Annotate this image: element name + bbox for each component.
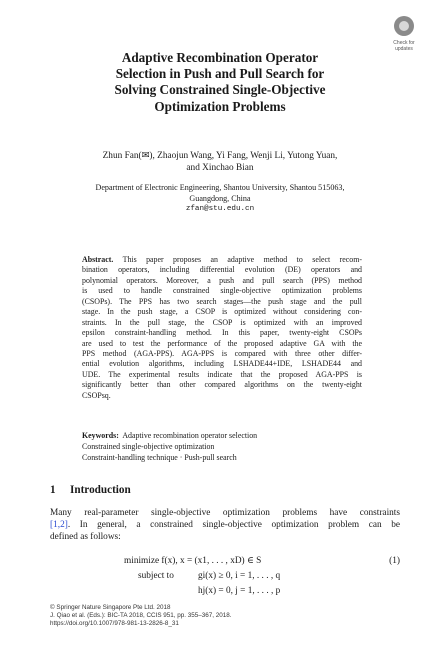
section-number: 1 (50, 484, 56, 496)
title-line: Adaptive Recombination Operator (121, 50, 319, 65)
equation-row-1: minimize f(x), x = (x1, . . . , xD) ∈ S (124, 556, 262, 566)
citation-link[interactable]: [1,2] (50, 520, 68, 531)
abstract-line: CSOPsq. (82, 390, 111, 400)
intro-paragraph (50, 507, 400, 543)
affiliation-line-1: Department of Electronic Engineering, Shantou University, Shantou 515063, (95, 183, 345, 192)
equation-row-2: gi(x) ≥ 0, i = 1, . . . , q (198, 571, 281, 581)
equation-number: (1) (389, 556, 400, 566)
abstract-line: Abstract. This paper proposes an adaptive method to select recom- (82, 255, 362, 264)
abstract-line: bination operators, including differential evolution (DE) operators and (82, 265, 362, 275)
badge-label-1: Check for (393, 40, 415, 46)
abstract-line: is used to handle constrained single-objective optimization problems (82, 286, 362, 296)
abstract (82, 255, 362, 401)
abstract-label: Abstract. (82, 255, 114, 264)
keywords (82, 431, 362, 463)
equation-subject-to: subject to (138, 571, 174, 581)
keyword-line-1: Adaptive recombination operator selection (122, 431, 258, 440)
doi-link[interactable]: https://doi.org/10.1007/978-981-13-2826-8_31 (50, 620, 179, 628)
title-line: Selection in Push and Pull Search for (115, 66, 325, 82)
page-footer (50, 604, 400, 629)
affiliation (40, 183, 400, 215)
section-heading (50, 484, 131, 496)
abstract-line: PPS method (AGA-PPS). AGA-PPS is compared with three other differ- (82, 348, 362, 358)
abstract-line: UDE. The experimental results indicate that the proposed AGA-PPS is (82, 369, 362, 379)
keywords-label: Keywords: (82, 431, 119, 440)
abstract-line: ential evolution algorithms, including LSHADE44+IDE, LSHADE44 and (82, 359, 362, 369)
abstract-line: polynomial operators. Moreover, a push and pull search (PPS) method (82, 275, 362, 285)
abstract-line: are used to test the performance of the proposed adaptive GA with the (82, 338, 362, 348)
affiliation-line-2: Guangdong, China (189, 193, 251, 203)
abstract-line: stage. In the push stage, a CSOP is optimized without considering con- (82, 307, 362, 317)
citation-line: J. Qiao et al. (Eds.): BIC-TA 2018, CCIS 951, pp. 355–367, 2018. (50, 612, 232, 620)
equation-row-3: hj(x) = 0, j = 1, . . . , p (198, 586, 281, 596)
authors-line-2: and Xinchao Bian (186, 163, 254, 174)
title-line: Optimization Problems (154, 98, 286, 114)
abstract-line: (CSOPs). The PPS has two search stages—the push stage and the pull (82, 296, 362, 306)
intro-line-1: Many real-parameter single-objective optimization problems have constraints (50, 508, 400, 518)
author-list (40, 150, 400, 175)
title-line: Solving Constrained Single-Objective (114, 82, 326, 98)
abstract-line: epsilon constraint-handling method. In this paper, twenty-eight CSOPs (82, 328, 362, 338)
equation-1 (50, 555, 400, 599)
badge-label-2: updates (395, 46, 413, 52)
intro-line-3: defined as follows: (50, 532, 121, 543)
section-title: Introduction (70, 484, 131, 496)
paper-title (40, 50, 400, 115)
intro-line-2: [1,2]. In general, a constrained single-objective optimization problem can be (50, 520, 400, 531)
crossmark-icon (394, 16, 414, 36)
copyright-line: © Springer Nature Singapore Pte Ltd. 2018 (50, 604, 171, 611)
keyword-line-3: Constraint-handling technique · Push-pull search (82, 452, 237, 462)
keyword-line-2: Constrained single-objective optimization (82, 441, 215, 451)
authors-line-1: Zhun Fan(✉), Zhaojun Wang, Yi Fang, Wenji Li, Yutong Yuan, (102, 151, 338, 161)
abstract-line: significantly better than other compared algorithms on the twenty-eight (82, 380, 362, 390)
author-email[interactable]: zfan@stu.edu.cn (185, 205, 255, 214)
abstract-line: straints. In the pull stage, the CSOP is optimized with an improved (82, 317, 362, 327)
